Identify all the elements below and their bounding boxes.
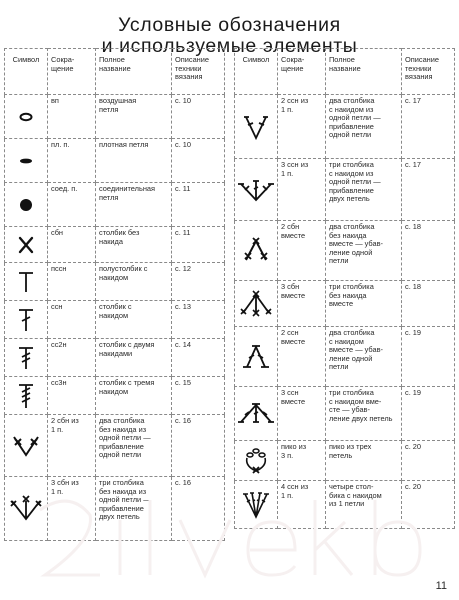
header-desc: Описание техники вязания (402, 49, 455, 95)
three-dc-inc-icon (236, 176, 276, 204)
dc-icon (11, 306, 41, 334)
row-full: три столбика без накида вместе (326, 281, 402, 327)
row-abbr: вп (48, 95, 96, 139)
row-desc: с. 20 (402, 481, 455, 529)
row-abbr: 2 ссн из 1 п. (278, 95, 326, 159)
table-row (235, 221, 455, 281)
row-desc: с. 10 (172, 95, 225, 139)
row-full: полустолбик с накидом (96, 263, 172, 301)
table-row (5, 477, 225, 541)
row-abbr: пико из 3 п. (278, 441, 326, 481)
row-abbr: 2 сбн вместе (278, 221, 326, 281)
row-full: два столбика с накидом из одной петли — прибавление одной петли (326, 95, 402, 159)
picot-icon (239, 446, 273, 476)
row-full: три столбика с накидом из одной петли — прибавление двух петель (326, 159, 402, 221)
row-full: столбик без накида (96, 227, 172, 263)
row-desc: с. 10 (172, 139, 225, 183)
table-row (5, 227, 225, 263)
table-row (235, 159, 455, 221)
row-desc: с. 13 (172, 301, 225, 339)
header-full: Полное название (326, 49, 402, 95)
table-row (5, 339, 225, 377)
row-desc: с. 11 (172, 227, 225, 263)
row-full: два столбика без накида вместе — убав- ление одной петли (326, 221, 402, 281)
row-full: столбик с тремя накидом (96, 377, 172, 415)
dash-slip-icon (11, 151, 41, 171)
four-dc-inc-icon (239, 489, 273, 521)
tr-icon (11, 344, 41, 372)
table-row (5, 377, 225, 415)
row-desc: с. 19 (402, 387, 455, 441)
three-sc-inc-icon (8, 493, 44, 525)
header-full: Полное название (96, 49, 172, 95)
symbols-table-right (234, 48, 455, 529)
header-desc: Описание техники вязания (172, 49, 225, 95)
row-abbr: пссн (48, 263, 96, 301)
row-abbr: сс2н (48, 339, 96, 377)
page-number: 11 (435, 580, 447, 592)
row-full: два столбика без накида из одной петли — прибавление одной петли (96, 415, 172, 477)
row-abbr: 4 ссн из 1 п. (278, 481, 326, 529)
row-full: соединительная петля (96, 183, 172, 227)
row-abbr: 3 ссн из 1 п. (278, 159, 326, 221)
header-symbol: Символ (235, 49, 278, 95)
row-full: четыре стол- бика с накидом из 1 петли (326, 481, 402, 529)
header-abbr: Сокра- щение (48, 49, 96, 95)
table-row (5, 263, 225, 301)
page-title-line-1: Условные обозначения (118, 14, 341, 37)
three-sc-dec-icon (238, 289, 274, 319)
table-row (5, 139, 225, 183)
row-desc: с. 19 (402, 327, 455, 387)
row-abbr: ссн (48, 301, 96, 339)
t-hdc-icon (11, 269, 41, 295)
two-sc-inc-icon (9, 431, 43, 461)
row-desc: с. 11 (172, 183, 225, 227)
table-row (235, 95, 455, 159)
table-row (235, 327, 455, 387)
row-abbr: соед. п. (48, 183, 96, 227)
row-desc: с. 20 (402, 441, 455, 481)
row-full: два столбика с накидом вместе — убав- ление одной петли (326, 327, 402, 387)
table-row (235, 281, 455, 327)
table-row (235, 387, 455, 441)
table-header-row (235, 49, 455, 95)
row-abbr: пл. п. (48, 139, 96, 183)
row-abbr: 2 сбн из 1 п. (48, 415, 96, 477)
two-sc-dec-icon (239, 236, 273, 266)
three-dc-dec-icon (236, 400, 276, 428)
dot-join-icon (11, 195, 41, 215)
oval-chain-icon (11, 107, 41, 127)
row-desc: с. 12 (172, 263, 225, 301)
row-full: плотная петля (96, 139, 172, 183)
table-row (235, 441, 455, 481)
symbols-table-left (4, 48, 225, 541)
row-abbr: сбн (48, 227, 96, 263)
row-full: столбик с накидом (96, 301, 172, 339)
row-full: пико из трех петель (326, 441, 402, 481)
row-desc: с. 18 (402, 221, 455, 281)
table-row (5, 183, 225, 227)
two-dc-inc-icon (239, 112, 273, 142)
table-row (5, 95, 225, 139)
row-desc: с. 16 (172, 415, 225, 477)
row-full: воздушная петля (96, 95, 172, 139)
row-desc: с. 14 (172, 339, 225, 377)
table-row (235, 481, 455, 529)
header-abbr: Сокра- щение (278, 49, 326, 95)
row-abbr: сс3н (48, 377, 96, 415)
row-full: столбик с двумя накидами (96, 339, 172, 377)
row-desc: с. 17 (402, 95, 455, 159)
row-full: три столбика с накидом вме- сте — убав- ление двух петель (326, 387, 402, 441)
dtr-icon (11, 381, 41, 411)
row-abbr: 3 сбн вместе (278, 281, 326, 327)
row-desc: с. 18 (402, 281, 455, 327)
row-abbr: 2 ссн вместе (278, 327, 326, 387)
two-dc-dec-icon (239, 342, 273, 372)
table-row (5, 415, 225, 477)
header-symbol: Символ (5, 49, 48, 95)
row-desc: с. 16 (172, 477, 225, 541)
table-header-row (5, 49, 225, 95)
row-desc: с. 17 (402, 159, 455, 221)
page-title-line-2: и используемые элементы (101, 35, 358, 58)
row-abbr: 3 сбн из 1 п. (48, 477, 96, 541)
row-abbr: 3 ссн вместе (278, 387, 326, 441)
row-full: три столбика без накида из одной петли — прибавление двух петель (96, 477, 172, 541)
cross-sc-icon (11, 234, 41, 256)
table-row (5, 301, 225, 339)
row-desc: с. 15 (172, 377, 225, 415)
